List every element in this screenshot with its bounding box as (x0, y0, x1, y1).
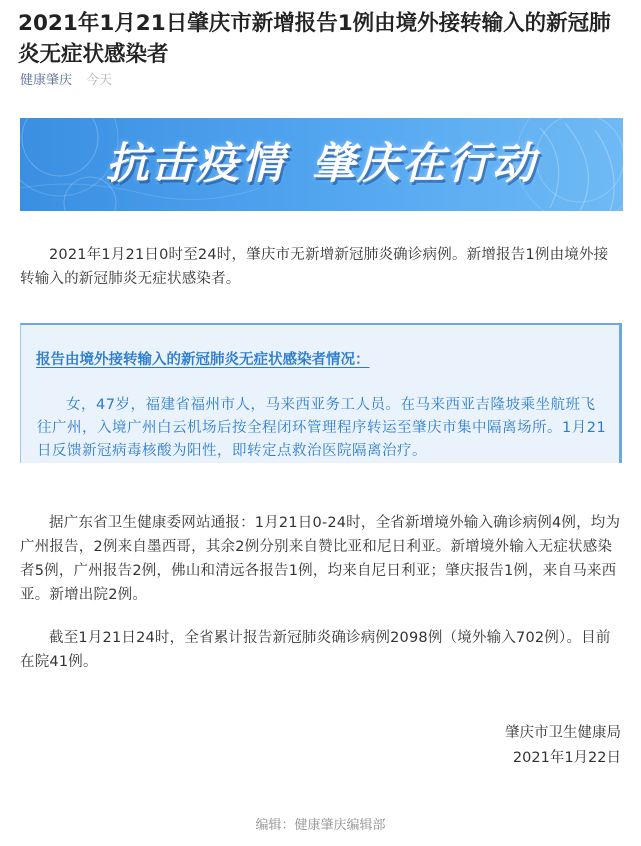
signature-organization: 肇庆市卫生健康局 (505, 725, 621, 741)
banner-slogan-right: 肇庆在行动 (312, 139, 537, 189)
publish-time: 今天 (86, 73, 113, 88)
article-meta (20, 73, 112, 89)
signature-date: 2021年1月22日 (512, 750, 621, 766)
banner-slogan-left: 抗击疫情 (106, 139, 286, 189)
case-box-title: 报告由境外接转输入的新冠肺炎无症状感染者情况： (36, 352, 370, 368)
source-account-link[interactable]: 健康肇庆 (20, 73, 73, 88)
case-info-box (20, 323, 622, 463)
paragraph-cumulative: 截至1月21日24时，全省累计报告新冠肺炎确诊病例2098例（境外输入702例）。目前在院41例。 (20, 630, 611, 670)
paragraph-daily-summary: 2021年1月21日0时至24时，肇庆市无新增新冠肺炎确诊病例。新增报告1例由境外接转输入的新冠肺炎无症状感染者。 (20, 247, 609, 287)
editor-credit: 编辑：健康肇庆编辑部 (255, 818, 386, 833)
article-title: 2021年1月21日肇庆市新增报告1例由境外接转输入的新冠肺炎无症状感染者 (18, 11, 611, 67)
banner-image (20, 118, 623, 211)
banner-slogan (20, 138, 623, 190)
paragraph-province-report: 据广东省卫生健康委网站通报：1月21日0-24时，全省新增境外输入确诊病例4例，均为广州报告，2例来自墨西哥，其余2例分别来自赞比亚和尼日利亚。新增境外输入无症状感染者5例，广州报告2例，佛山和清远各报告1例，均来自尼日利亚；肇庆报告1例，来自马来西亚。新增出院2例。 (20, 515, 621, 603)
case-box-text: 女，47岁，福建省福州市人，马来西亚务工人员。在马来西亚吉隆坡乘坐航班飞往广州，入境广州白云机场后按全程闭环管理程序转运至肇庆市集中隔离场所。1月21日反馈新冠病毒核酸为阳性，即转定点救治医院隔离治疗。 (37, 397, 607, 459)
